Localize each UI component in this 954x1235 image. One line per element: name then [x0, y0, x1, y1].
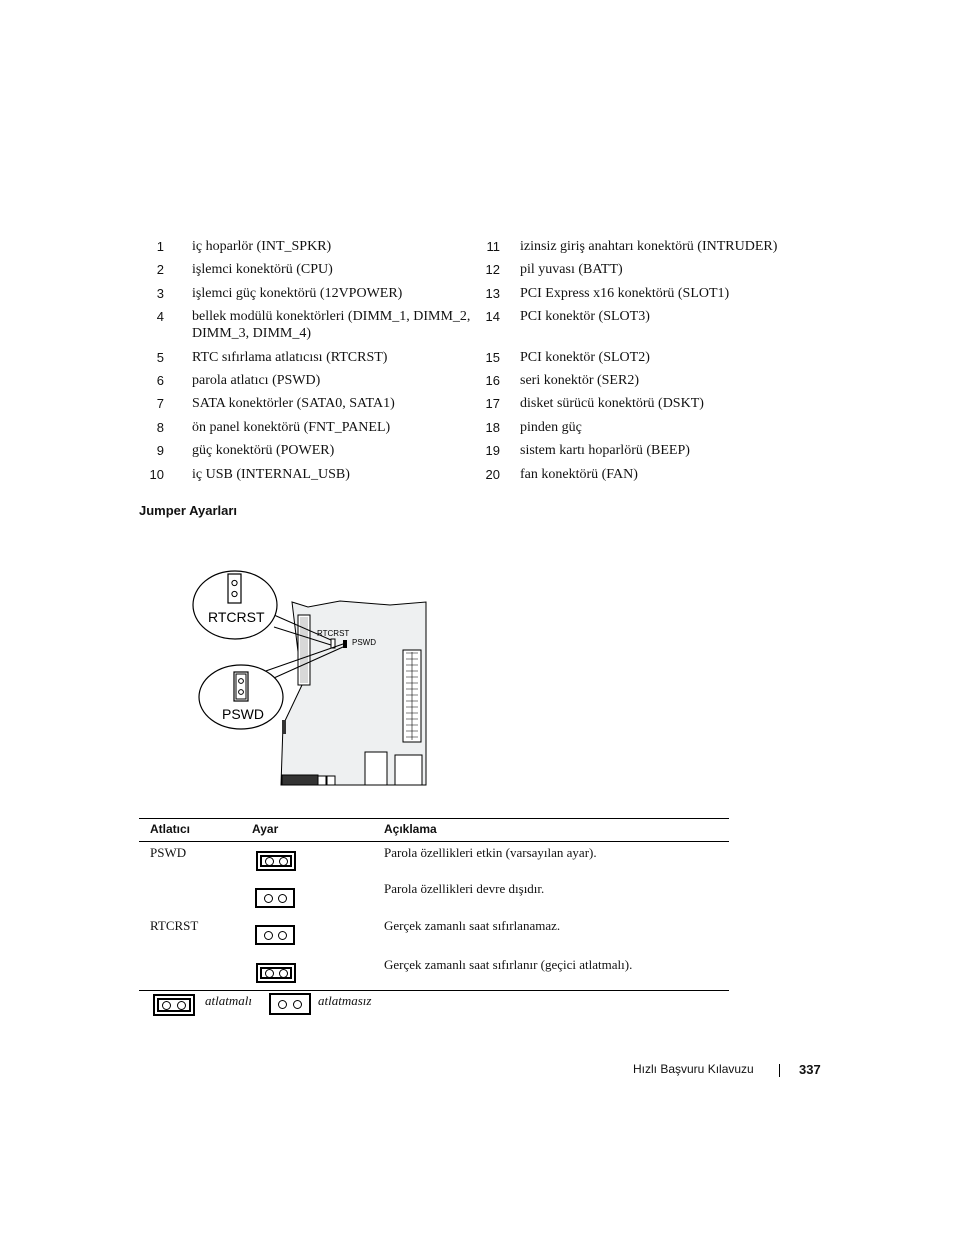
column-header-setting: Ayar [252, 822, 279, 836]
footer-separator [779, 1064, 780, 1077]
legend-number: 15 [485, 350, 500, 365]
legend-number: 4 [156, 309, 164, 324]
legend-text: güç konektörü (POWER) [192, 443, 335, 458]
legend-number: 16 [485, 373, 500, 388]
legend-number: 6 [156, 373, 164, 388]
legend-number: 1 [156, 239, 164, 254]
jumpered-icon [256, 963, 296, 983]
page-number: 337 [799, 1062, 821, 1077]
unjumpered-key-icon [269, 993, 311, 1015]
table-bottom-rule [139, 990, 729, 991]
setting-description: Parola özellikleri etkin (varsayılan ayar). [384, 845, 597, 860]
legend-text: PCI konektör (SLOT3) [520, 309, 650, 324]
legend-text: pil yuvası (BATT) [520, 262, 623, 277]
legend-text: işlemci güç konektörü (12VPOWER) [192, 286, 403, 301]
jumper-name: PSWD [150, 845, 187, 860]
table-header-rule [139, 841, 729, 842]
jumper-location-figure [190, 565, 430, 787]
legend-text: seri konektör (SER2) [520, 373, 639, 388]
jumpered-icon [256, 851, 296, 871]
legend-number: 13 [485, 286, 500, 301]
column-header-description: Açıklama [384, 822, 437, 836]
legend-text: RTC sıfırlama atlatıcısı (RTCRST) [192, 350, 388, 365]
legend-number: 19 [485, 443, 500, 458]
legend-number: 14 [485, 309, 500, 324]
unjumpered-key-label: atlatmasız [318, 993, 372, 1008]
legend-text: sistem kartı hoparlörü (BEEP) [520, 443, 690, 458]
legend-text: ön panel konektörü (FNT_PANEL) [192, 420, 391, 435]
legend-text: SATA konektörler (SATA0, SATA1) [192, 396, 395, 411]
legend-number: 11 [486, 239, 500, 254]
board-label-pswd: PSWD [352, 638, 376, 647]
board-label-rtcrst: RTCRST [317, 629, 350, 638]
setting-description: Gerçek zamanlı saat sıfırlanır (geçici atlatmalı). [384, 957, 633, 972]
legend-text-continued: DIMM_3, DIMM_4) [192, 326, 311, 341]
legend-number: 8 [156, 420, 164, 435]
legend-text: bellek modülü konektörleri (DIMM_1, DIMM_2, [192, 309, 471, 324]
jumper-name: RTCRST [150, 918, 199, 933]
table-top-rule [139, 818, 729, 819]
legend-text: pinden güç [520, 420, 582, 435]
jumpered-key-icon [153, 994, 195, 1016]
legend-number: 7 [156, 396, 164, 411]
jumper-settings-table [139, 818, 729, 991]
jumpered-key-label: atlatmalı [205, 993, 252, 1008]
setting-description: Gerçek zamanlı saat sıfırlanamaz. [384, 918, 561, 933]
legend-number: 17 [485, 396, 500, 411]
legend-number: 20 [485, 467, 500, 482]
callout-label-pswd: PSWD [222, 706, 264, 722]
legend-text: disket sürücü konektörü (DSKT) [520, 396, 704, 411]
legend-text: iç hoparlör (INT_SPKR) [192, 239, 332, 254]
unjumpered-icon [255, 925, 295, 945]
legend-number: 10 [149, 467, 164, 482]
section-title: Jumper Ayarları [139, 503, 238, 518]
legend-text: işlemci konektörü (CPU) [192, 262, 333, 277]
legend-number: 5 [156, 350, 164, 365]
footer-title: Hızlı Başvuru Kılavuzu [633, 1062, 754, 1076]
system-board-illustration [190, 565, 430, 787]
legend-text: iç USB (INTERNAL_USB) [192, 467, 350, 482]
legend-text: izinsiz giriş anahtarı konektörü (INTRUDER) [520, 239, 778, 254]
callout-label-rtcrst: RTCRST [208, 609, 265, 625]
setting-description: Parola özellikleri devre dışıdır. [384, 881, 545, 896]
legend-number: 12 [485, 262, 500, 277]
legend-number: 2 [156, 262, 164, 277]
legend-number: 3 [156, 286, 164, 301]
column-header-jumper: Atlatıcı [150, 822, 191, 836]
legend-number: 9 [156, 443, 164, 458]
legend-text: parola atlatıcı (PSWD) [192, 373, 321, 388]
legend-text: fan konektörü (FAN) [520, 467, 638, 482]
legend-number: 18 [485, 420, 500, 435]
unjumpered-icon [255, 888, 295, 908]
legend-text: PCI Express x16 konektörü (SLOT1) [520, 286, 730, 301]
legend-text: PCI konektör (SLOT2) [520, 350, 650, 365]
